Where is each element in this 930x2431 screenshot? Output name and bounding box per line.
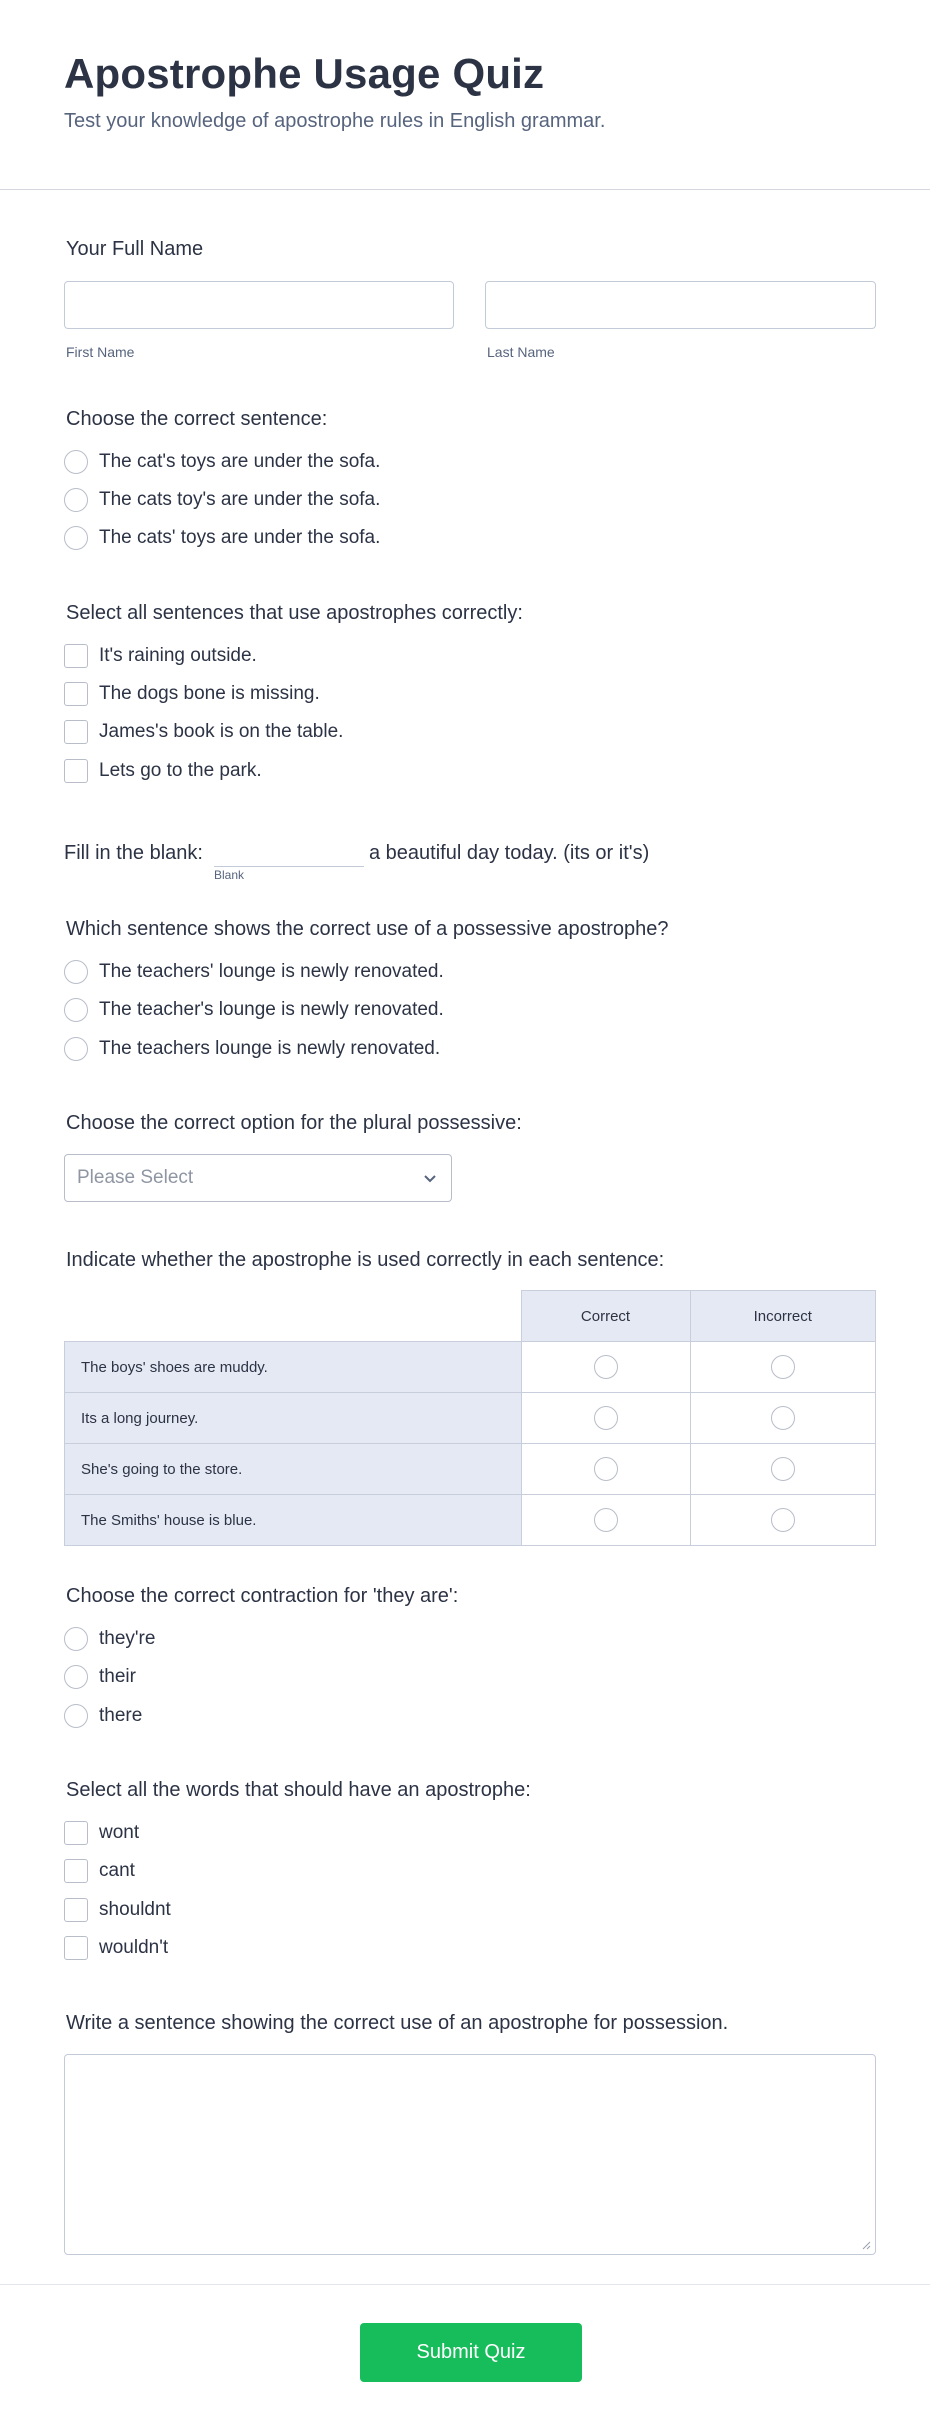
radio-button[interactable]: [64, 998, 88, 1022]
option-label: they're: [99, 1628, 156, 1649]
matrix-row: [65, 1444, 876, 1495]
q4-option[interactable]: [64, 959, 444, 985]
blank-underline: [214, 866, 364, 867]
q9-label: Write a sentence showing the correct use of an apostrophe for possession.: [66, 2012, 729, 2034]
option-label: The teacher's lounge is newly renovated.: [99, 999, 444, 1020]
option-label: wont: [99, 1822, 140, 1843]
option-label: The cats toy's are under the sofa.: [99, 489, 381, 510]
last-name-input[interactable]: [485, 281, 876, 329]
matrix-radio[interactable]: [594, 1508, 618, 1532]
q8-option[interactable]: [64, 1935, 168, 1961]
q6-label: Indicate whether the apostrophe is used correctly in each sentence:: [66, 1249, 665, 1271]
q1-label: Choose the correct sentence:: [66, 408, 328, 430]
option-label: The teachers lounge is newly renovated.: [99, 1038, 441, 1059]
option-label: The dogs bone is missing.: [99, 683, 320, 704]
resize-handle-icon[interactable]: [861, 2240, 871, 2250]
plural-possessive-select[interactable]: [64, 1154, 452, 1202]
blank-sublabel: Blank: [214, 868, 245, 882]
select-placeholder: Please Select: [77, 1167, 194, 1188]
matrix-radio[interactable]: [771, 1457, 795, 1481]
q7-label: Choose the correct contraction for 'they are':: [66, 1585, 459, 1607]
matrix-radio[interactable]: [771, 1355, 795, 1379]
radio-button[interactable]: [64, 450, 88, 474]
checkbox[interactable]: [64, 720, 88, 744]
checkbox[interactable]: [64, 1898, 88, 1922]
radio-button[interactable]: [64, 1627, 88, 1651]
footer-divider: [0, 2284, 930, 2285]
radio-button[interactable]: [64, 1665, 88, 1689]
q1-option[interactable]: [64, 449, 380, 475]
q4-label: Which sentence shows the correct use of a possessive apostrophe?: [66, 918, 669, 940]
q2-option[interactable]: [64, 681, 320, 707]
q5-label: Choose the correct option for the plural possessive:: [66, 1112, 522, 1134]
q1-option[interactable]: [64, 525, 380, 551]
q2-option[interactable]: [64, 643, 257, 669]
option-label: shouldnt: [99, 1899, 171, 1920]
q4-option[interactable]: [64, 997, 444, 1023]
option-label: James's book is on the table.: [99, 721, 344, 742]
matrix-radio[interactable]: [594, 1457, 618, 1481]
matrix-radio[interactable]: [771, 1406, 795, 1430]
q2-label: Select all sentences that use apostrophes correctly:: [66, 602, 523, 624]
radio-button[interactable]: [64, 488, 88, 512]
q8-option[interactable]: [64, 1820, 139, 1846]
option-label: It's raining outside.: [99, 645, 257, 666]
q7-option[interactable]: [64, 1664, 136, 1690]
option-label: wouldn't: [99, 1937, 169, 1958]
q2-option[interactable]: [64, 758, 262, 784]
matrix-row: [65, 1393, 876, 1444]
possession-sentence-textarea[interactable]: [64, 2054, 876, 2255]
matrix-radio[interactable]: [594, 1406, 618, 1430]
page-subtitle: Test your knowledge of apostrophe rules in English grammar.: [64, 110, 606, 132]
matrix-row-label: The boys' shoes are muddy.: [65, 1342, 522, 1393]
checkbox[interactable]: [64, 1936, 88, 1960]
chevron-down-icon: [421, 1169, 439, 1187]
option-label: there: [99, 1705, 143, 1726]
form-header: [0, 0, 930, 190]
matrix-radio[interactable]: [771, 1508, 795, 1532]
first-name-sublabel: First Name: [66, 344, 135, 360]
option-label: The cats' toys are under the sofa.: [99, 527, 381, 548]
option-label: their: [99, 1666, 136, 1687]
q8-option[interactable]: [64, 1858, 135, 1884]
option-label: The cat's toys are under the sofa.: [99, 451, 381, 472]
radio-button[interactable]: [64, 1037, 88, 1061]
option-label: Lets go to the park.: [99, 760, 262, 781]
q7-option[interactable]: [64, 1626, 155, 1652]
submit-button[interactable]: Submit Quiz: [360, 2323, 582, 2382]
q3-suffix: a beautiful day today. (its or it's): [369, 842, 650, 864]
option-label: cant: [99, 1860, 135, 1881]
matrix-row-label: Its a long journey.: [65, 1393, 522, 1444]
q8-label: Select all the words that should have an apostrophe:: [66, 1779, 531, 1801]
page-title: Apostrophe Usage Quiz: [64, 50, 545, 97]
radio-button[interactable]: [64, 960, 88, 984]
matrix-row-label: The Smiths' house is blue.: [65, 1495, 522, 1546]
q3-prefix: Fill in the blank:: [64, 842, 203, 864]
matrix-column-header: Incorrect: [690, 1291, 876, 1342]
q4-option[interactable]: [64, 1036, 440, 1062]
q7-option[interactable]: [64, 1703, 142, 1729]
checkbox[interactable]: [64, 644, 88, 668]
checkbox[interactable]: [64, 1821, 88, 1845]
q8-option[interactable]: [64, 1897, 171, 1923]
matrix-radio[interactable]: [594, 1355, 618, 1379]
matrix-column-header: Correct: [521, 1291, 690, 1342]
matrix-corner: [65, 1291, 522, 1342]
radio-button[interactable]: [64, 1704, 88, 1728]
first-name-input[interactable]: [64, 281, 454, 329]
matrix-row: [65, 1342, 876, 1393]
checkbox[interactable]: [64, 759, 88, 783]
checkbox[interactable]: [64, 682, 88, 706]
radio-button[interactable]: [64, 526, 88, 550]
q1-option[interactable]: [64, 487, 380, 513]
matrix-row: [65, 1495, 876, 1546]
apostrophe-matrix: [64, 1290, 876, 1546]
option-label: The teachers' lounge is newly renovated.: [99, 961, 444, 982]
q2-option[interactable]: [64, 719, 343, 745]
checkbox[interactable]: [64, 1859, 88, 1883]
blank-input[interactable]: [214, 838, 368, 867]
matrix-row-label: She's going to the store.: [65, 1444, 522, 1495]
last-name-sublabel: Last Name: [487, 344, 555, 360]
name-label: Your Full Name: [66, 238, 204, 260]
